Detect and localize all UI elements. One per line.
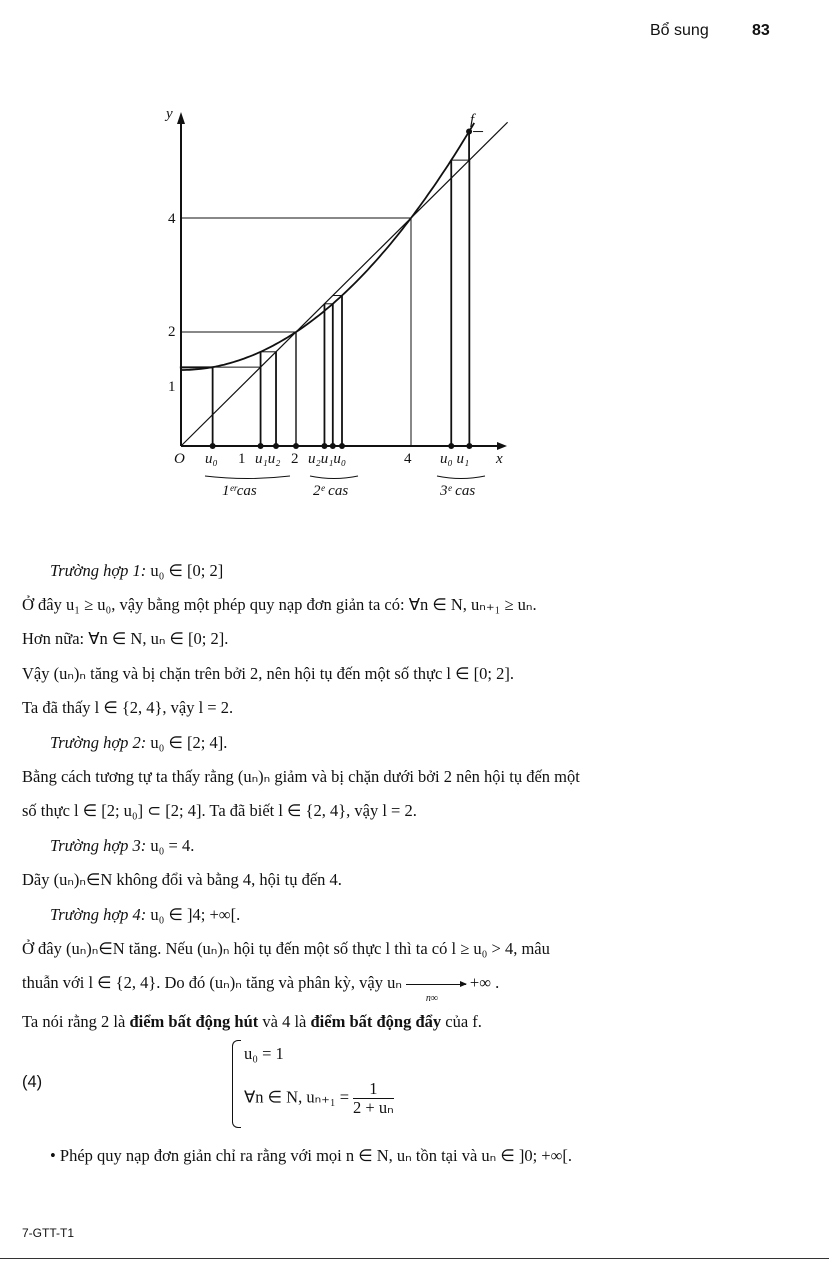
case-2-label: 2ᵉ cas xyxy=(313,483,349,499)
x-label-4: 4 xyxy=(404,451,412,467)
curve-point xyxy=(466,129,472,135)
axis-point xyxy=(466,443,472,449)
y-tick-4: 4 xyxy=(168,211,176,227)
bullet-item: • Phép quy nạp đơn giản chỉ ra rằng với mọi n ∈ N, uₙ tồn tại và uₙ ∈ ]0; +∞[. xyxy=(50,1146,572,1165)
text-line: Ta đã thấy l ∈ {2, 4}, vậy l = 2. xyxy=(22,698,234,717)
text-line: Hơn nữa: ∀n ∈ N, uₙ ∈ [0; 2]. xyxy=(22,629,229,648)
axis-point xyxy=(293,443,299,449)
text-line: Ở đây u₁ ≥ u₀, vậy bằng một phép quy nạp đơn giản ta có: ∀n ∈ N, uₙ₊₁ ≥ uₙ. xyxy=(22,595,537,614)
case-1-label: 1ᵉʳcas xyxy=(222,483,257,499)
page-number: 83 xyxy=(752,22,770,39)
y-tick-1: 1 xyxy=(168,379,176,395)
case-3-heading: Trường hợp 3: u₀ = 4. xyxy=(50,836,195,855)
axis-point xyxy=(448,443,454,449)
section-title: Bổ sung xyxy=(650,22,709,39)
axis-point xyxy=(258,443,264,449)
text-line: số thực l ∈ [2; u₀] ⊂ [2; 4]. Ta đã biết l ∈ {2, 4}, vậy l = 2. xyxy=(22,801,417,820)
case-brace xyxy=(310,476,358,479)
x-label-u0: u₀ xyxy=(205,451,218,467)
cobweb-figure xyxy=(0,0,829,520)
x-axis-arrow-icon xyxy=(497,442,507,450)
fixed-point-statement: Ta nói rằng 2 là điểm bất động hút và 4 là điểm bất động đẩy của f. xyxy=(22,1012,482,1031)
case-brace xyxy=(437,476,485,479)
y-axis-arrow-icon xyxy=(177,112,185,124)
axis-point xyxy=(339,443,345,449)
identity-line xyxy=(181,122,508,446)
y-axis-label: y xyxy=(166,106,173,122)
axis-point xyxy=(273,443,279,449)
x-label-1: 1 xyxy=(238,451,246,467)
case-brace xyxy=(205,476,290,479)
system-line-2: ∀n ∈ N, uₙ₊₁ = $\frac{1}{\text{2 + uₙ}}$ xyxy=(244,1079,394,1117)
text-line-limit: thuẫn với l ∈ {2, 4}. Do đó (uₙ)ₙ tăng và phân kỳ, vậy uₙ n∞ +∞ . xyxy=(22,973,500,1004)
system-label: (4) xyxy=(22,1073,43,1091)
text-line: Ở đây (uₙ)ₙ∈N tăng. Nếu (uₙ)ₙ hội tụ đến một số thực l thì ta có l ≥ u₀ > 4, mâu xyxy=(22,939,550,958)
case-3-label: 3ᵉ cas xyxy=(440,483,476,499)
function-curve xyxy=(181,123,474,370)
f-label: f xyxy=(470,112,475,128)
footer-code: 7-GTT-T1 xyxy=(22,1226,75,1240)
origin-label: O xyxy=(174,451,185,467)
x-label-2: 2 xyxy=(291,451,299,467)
axis-point xyxy=(210,443,216,449)
brace-icon xyxy=(232,1040,241,1128)
x-axis-label: x xyxy=(496,451,503,467)
case-1-heading: Trường hợp 1: u₀ ∈ [0; 2] xyxy=(50,561,224,580)
page-edge-line xyxy=(0,1258,829,1259)
x-label-u1u2: u₁u₂ xyxy=(255,451,281,467)
axis-point xyxy=(330,443,336,449)
y-tick-2: 2 xyxy=(168,324,176,340)
text-line: Bằng cách tương tự ta thấy rằng (uₙ)ₙ giảm và bị chặn dưới bởi 2 nên hội tụ đến một xyxy=(22,767,580,786)
case-2-heading: Trường hợp 2: u₀ ∈ [2; 4]. xyxy=(50,733,228,752)
x-label-u0u1: u₀ u₁ xyxy=(440,451,470,467)
fraction: $\frac{1}{\text{2 + uₙ}}$ xyxy=(353,1079,394,1117)
text-line: Dãy (uₙ)ₙ∈N không đổi và bằng 4, hội tụ đến 4. xyxy=(22,870,342,889)
system-line-1: u₀ = 1 xyxy=(244,1044,284,1063)
case-4-heading: Trường hợp 4: u₀ ∈ ]4; +∞[. xyxy=(50,905,241,924)
axis-point xyxy=(321,443,327,449)
text-line: Vậy (uₙ)ₙ tăng và bị chặn trên bởi 2, nên hội tụ đến một số thực l ∈ [0; 2]. xyxy=(22,664,514,683)
x-label-u2u1u0: u₂u₁u₀ xyxy=(308,451,347,467)
arrow-icon: n∞ xyxy=(406,984,466,985)
